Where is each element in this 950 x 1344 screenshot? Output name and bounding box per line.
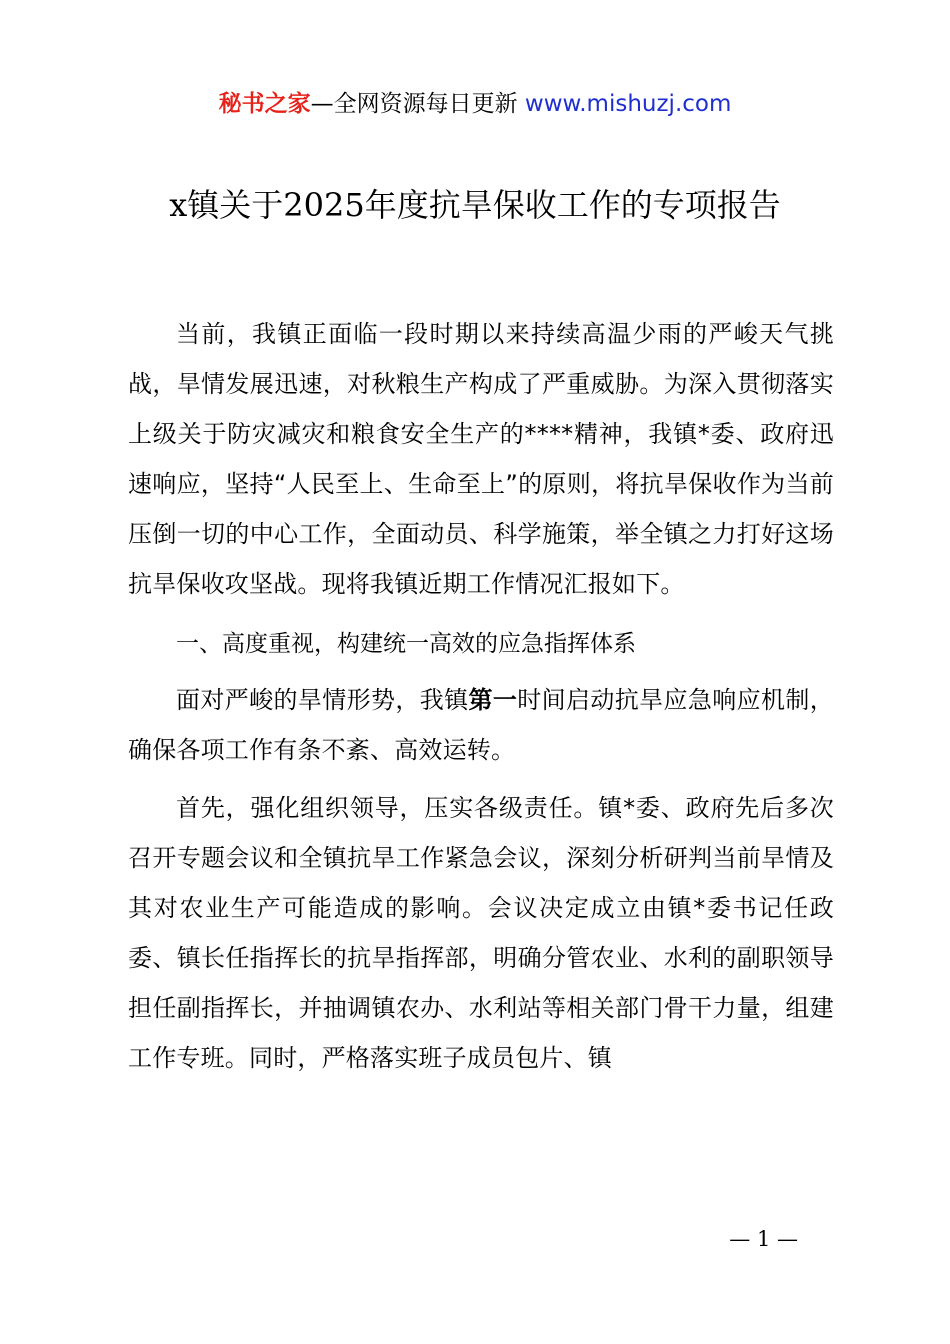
intro-paragraph: 当前，我镇正面临一段时期以来持续高温少雨的严峻天气挑战，旱情发展迅速，对秋粮生产构成了严重威胁。为深入贯彻落实上级关于防灾减灾和粮食安全生产的****精神，我镇*委、政府迅速响应，坚持“人民至上、生命至上”的原则，将抗旱保收作为当前压倒一切的中心工作，全面动员、科学施策，举全镇之力打好这场抗旱保收攻坚战。现将我镇近期工作情况汇报如下。 bbox=[128, 320, 834, 598]
site-header bbox=[0, 88, 950, 120]
site-url-link[interactable]: www.mishuzj.com bbox=[524, 91, 732, 117]
paragraph-text: 面对严峻的旱情形势，我镇 bbox=[176, 686, 469, 714]
paragraph-text: 时间启动抗旱应急响应机制，确保各项工作有条不紊、高效运转。 bbox=[128, 686, 834, 764]
document-body bbox=[128, 309, 834, 1083]
section-heading: 一、高度重视，构建统一高效的应急指挥体系 bbox=[176, 631, 636, 657]
page-number: — 1 — bbox=[729, 1227, 798, 1251]
document-title: x镇关于2025年度抗旱保收工作的专项报告 bbox=[169, 186, 781, 224]
section-paragraph: 首先，强化组织领导，压实各级责任。镇*委、政府先后多次召开专题会议和全镇抗旱工作紧急会议，深刻分析研判当前旱情及其对农业生产可能造成的影响。会议决定成立由镇*委书记任政委、镇长任指挥长的抗旱指挥部，明确分管农业、水利的副职领导担任副指挥长，并抽调镇农办、水利站等相关部门骨干力量，组建工作专班。同时，严格落实班子成员包片、镇 bbox=[128, 794, 834, 1072]
site-tagline: —全网资源每日更新 bbox=[310, 91, 525, 117]
bold-text: 第一 bbox=[468, 686, 518, 714]
site-brand: 秘书之家 bbox=[218, 91, 311, 117]
section-paragraph bbox=[128, 675, 834, 775]
